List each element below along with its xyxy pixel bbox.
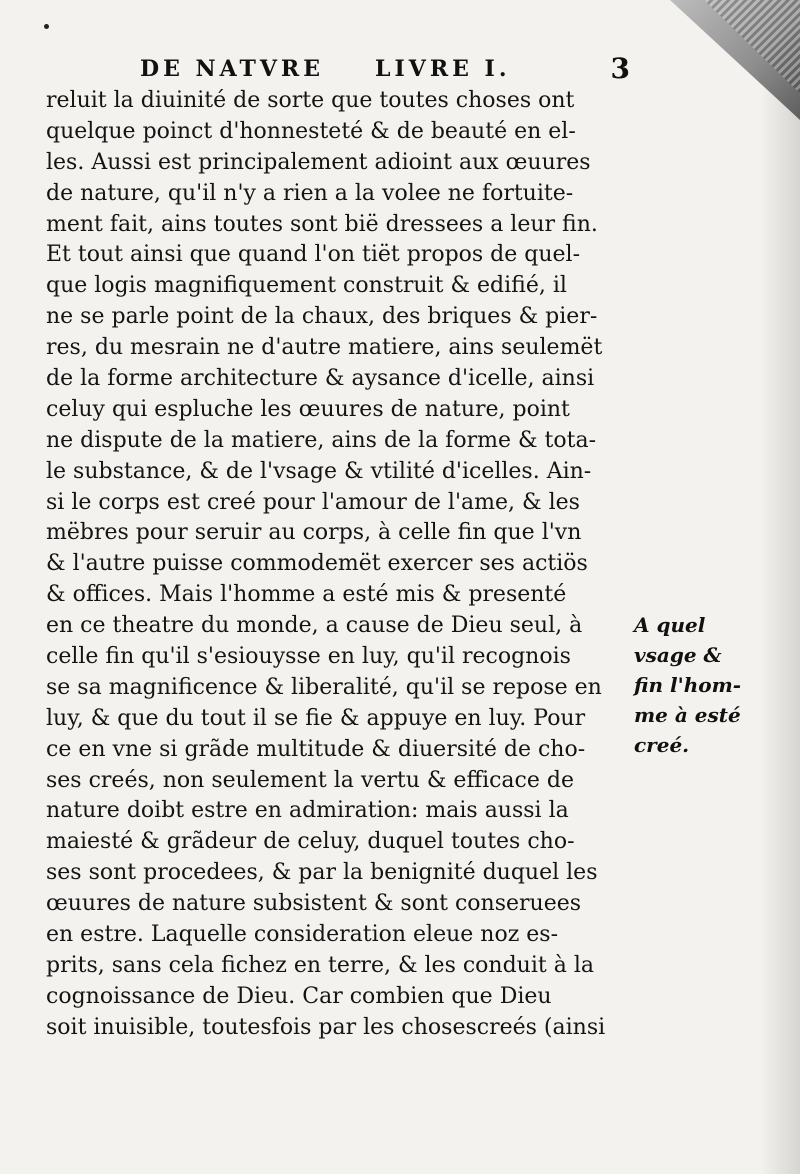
text-line: luy, & que du tout il se fie & appuye en luy. Pour: [46, 705, 586, 731]
margin-note-line: fin l'hom-: [634, 673, 742, 697]
text-line: de nature, qu'il n'y a rien a la volee ne fortuite-: [46, 180, 574, 206]
text-line: maiesté & grãdeur de celuy, duquel toutes cho-: [46, 829, 575, 855]
text-line: en ce theatre du monde, a cause de Dieu seul, à: [46, 613, 583, 639]
text-line: prits, sans cela fichez en terre, & les conduit à la: [46, 952, 594, 978]
text-line: si le corps est creé pour l'amour de l'ame, & les: [46, 489, 580, 515]
text-line: mëbres pour seruir au corps, à celle fin que l'vn: [46, 520, 582, 546]
text-line: ne dispute de la matiere, ains de la forme & tota-: [46, 427, 597, 453]
text-line: celuy qui espluche les œuures de nature, point: [46, 396, 570, 422]
text-line: nature doibt estre en admiration: mais aussi la: [46, 798, 569, 824]
text-line: cognoissance de Dieu. Car combien que Dieu: [46, 983, 552, 1009]
text-line: ce en vne si grãde multitude & diuersité de cho-: [46, 736, 586, 762]
text-line: le substance, & de l'vsage & vtilité d'icelles. Ain-: [46, 458, 592, 484]
text-line: en estre. Laquelle consideration eleue noz es-: [46, 922, 559, 948]
running-header: [140, 52, 630, 88]
page-edge-shadow: [760, 0, 800, 1174]
text-line: se sa magnificence & liberalité, qu'il se repose en: [46, 674, 602, 700]
margin-note-line: A quel: [634, 613, 706, 637]
text-line: les. Aussi est principalement adioint aux œuures: [46, 149, 591, 175]
text-line: ne se parle point de la chaux, des briques & pier-: [46, 304, 598, 330]
margin-note: [634, 610, 754, 760]
margin-note-line: vsage &: [634, 643, 722, 667]
text-line: reluit la diuinité de sorte que toutes choses ont: [46, 88, 575, 113]
text-line: œuures de nature subsistent & sont conseruees: [46, 891, 582, 917]
text-line: & l'autre puisse commodemët exercer ses actiös: [46, 551, 588, 577]
text-line: soit inuisible, toutesfois par les chosescreés (ainsi: [46, 1014, 606, 1040]
text-line: ses sont procedees, & par la benignité duquel les: [46, 860, 598, 886]
body-text: [46, 86, 630, 1044]
margin-note-line: creé.: [634, 733, 690, 757]
ink-speck: [44, 24, 49, 29]
running-title: DE NATVRE: [140, 56, 324, 82]
text-line: que logis magnifiquement construit & edifié, il: [46, 273, 567, 299]
page-number: 3: [610, 52, 630, 85]
text-line: de la forme architecture & aysance d'icelle, ainsi: [46, 366, 595, 392]
margin-note-line: me à esté: [634, 703, 741, 727]
text-line: Et tout ainsi que quand l'on tiët propos de quel-: [46, 242, 581, 268]
book-label: LIVRE I.: [375, 56, 511, 82]
text-line: ses creés, non seulement la vertu & efficace de: [46, 767, 574, 793]
text-line: ment fait, ains toutes sont bië dressees a leur fin.: [46, 211, 598, 237]
text-line: celle fin qu'il s'esiouysse en luy, qu'il recognois: [46, 644, 571, 670]
text-line: quelque poinct d'honnesteté & de beauté en el-: [46, 118, 576, 144]
text-line: res, du mesrain ne d'autre matiere, ains seulemët: [46, 335, 603, 361]
text-line: & offices. Mais l'homme a esté mis & presenté: [46, 582, 567, 608]
